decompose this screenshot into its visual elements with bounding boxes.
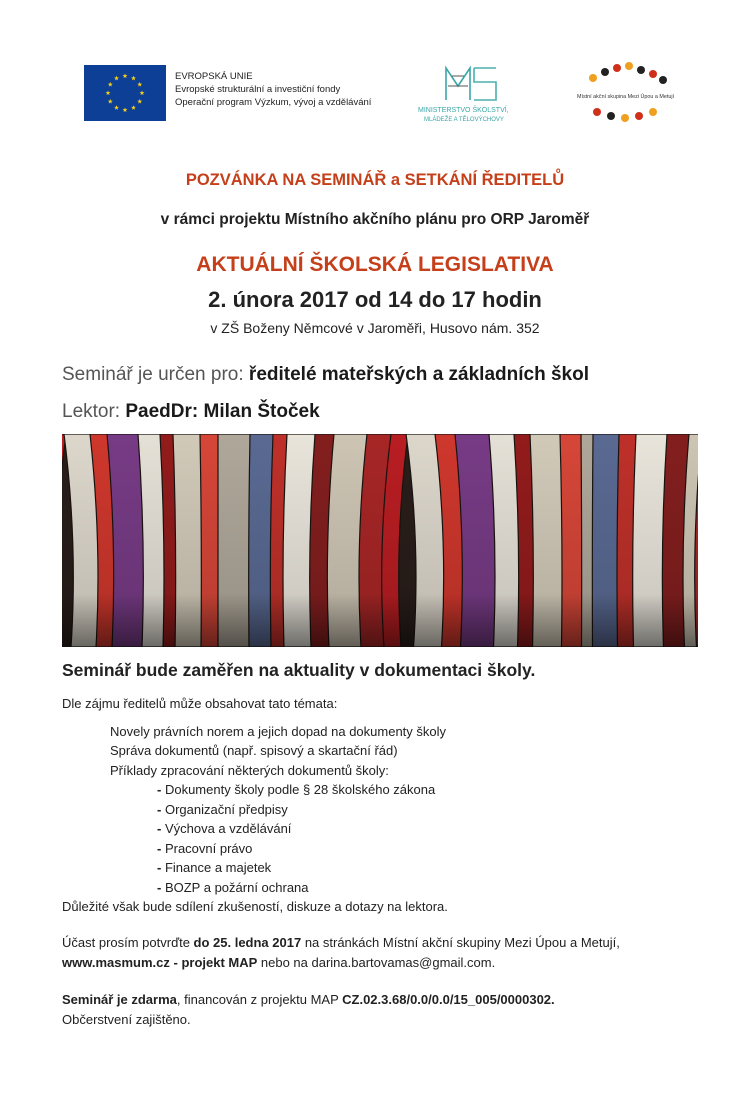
free-label: Seminář je zdarma bbox=[62, 992, 177, 1007]
logo-strip bbox=[0, 60, 750, 130]
subtopic-item bbox=[157, 802, 288, 817]
eu-star bbox=[123, 107, 128, 112]
topic-item: Příklady zpracování některých dokumentů školy: bbox=[110, 763, 389, 778]
confirmation-line-2 bbox=[62, 955, 495, 970]
subtopic-text: Dokumenty školy podle § 28 školského zákona bbox=[164, 782, 436, 797]
eu-line-3: Operační program Výzkum, vývoj a vzdělávání bbox=[175, 97, 372, 108]
subtopic-text: Organizační předpisy bbox=[164, 802, 288, 817]
subtopic-item bbox=[157, 880, 309, 895]
subtopic-text: BOZP a požární ochrana bbox=[164, 880, 309, 895]
lecturer-name: PaedDr: Milan Štoček bbox=[125, 401, 320, 422]
important-note: Důležité však bude sdílení zkušeností, diskuze a dotazy na lektora. bbox=[62, 899, 448, 914]
bullet-marker: - bbox=[157, 880, 165, 895]
project-subtitle: v rámci projektu Místního akčního plánu pro ORP Jaroměř bbox=[160, 211, 590, 228]
subtopic-text: Výchova a vzdělávání bbox=[164, 821, 292, 836]
eu-star bbox=[131, 76, 136, 81]
free-line bbox=[62, 992, 555, 1007]
subtopic-item bbox=[157, 841, 252, 856]
subtopic-item bbox=[157, 821, 291, 836]
eu-star bbox=[108, 82, 113, 87]
confirmation-deadline: do 25. ledna 2017 bbox=[193, 935, 302, 950]
eu-line-2: Evropské strukturální a investiční fondy bbox=[175, 84, 341, 95]
financed-text: , financován z projektu MAP bbox=[176, 992, 343, 1007]
eu-star bbox=[108, 99, 113, 104]
subtopic-text: Pracovní právo bbox=[164, 841, 253, 856]
confirmation-prefix: Účast prosím potvrďte bbox=[62, 935, 194, 950]
seminar-topic: AKTUÁLNÍ ŠKOLSKÁ LEGISLATIVA bbox=[196, 253, 554, 276]
website-link[interactable]: www.masmum.cz - projekt MAP bbox=[62, 955, 258, 970]
eu-line-1: EVROPSKÁ UNIE bbox=[175, 71, 253, 82]
eu-star bbox=[114, 76, 119, 81]
project-code: CZ.02.3.68/0.0/0.0/15_005/0000302. bbox=[342, 992, 555, 1007]
topic-item: Novely právních norem a jejich dopad na dokumenty školy bbox=[110, 724, 447, 739]
folders-photo bbox=[62, 434, 698, 647]
msmt-line-1: MINISTERSTVO ŠKOLSTVÍ, bbox=[418, 107, 509, 114]
bullet-marker: - bbox=[157, 782, 165, 797]
folders-image bbox=[62, 434, 698, 647]
eu-star bbox=[137, 99, 142, 104]
confirmation-line-1 bbox=[62, 935, 620, 950]
invitation-title: POZVÁNKA NA SEMINÁŘ a SETKÁNÍ ŘEDITELŮ bbox=[185, 171, 565, 189]
refreshments-line: Občerstvení zajištěno. bbox=[62, 1012, 191, 1027]
eu-star bbox=[131, 105, 136, 110]
eu-star bbox=[114, 105, 119, 110]
subtopic-item bbox=[157, 782, 435, 797]
bullet-marker: - bbox=[157, 841, 165, 856]
audience-line bbox=[62, 364, 589, 386]
audience-value: ředitelé mateřských a základních škol bbox=[248, 364, 589, 385]
topic-item: Správa dokumentů (např. spisový a skartační řád) bbox=[110, 743, 398, 758]
eu-text-block bbox=[175, 70, 371, 109]
lecturer-label: Lektor: bbox=[62, 401, 126, 422]
seminar-datetime: 2. února 2017 od 14 do 17 hodin bbox=[208, 287, 542, 312]
mas-logo bbox=[575, 60, 685, 130]
eu-star bbox=[137, 82, 142, 87]
lecturer-line bbox=[62, 401, 320, 423]
email-text: nebo na darina.bartovamas@gmail.com. bbox=[257, 955, 496, 970]
audience-label: Seminář je určen pro: bbox=[62, 364, 249, 385]
eu-flag-logo bbox=[84, 65, 166, 121]
eu-star bbox=[140, 90, 145, 95]
eu-stars-icon bbox=[84, 65, 166, 121]
bullet-marker: - bbox=[157, 821, 165, 836]
subtopic-item bbox=[157, 860, 271, 875]
bullet-marker: - bbox=[157, 802, 165, 817]
focus-heading: Seminář bude zaměřen na aktuality v dokumentaci školy. bbox=[62, 660, 536, 680]
eu-star bbox=[123, 73, 128, 78]
eu-star bbox=[106, 90, 111, 95]
bullet-marker: - bbox=[157, 860, 165, 875]
subtopic-text: Finance a majetek bbox=[164, 860, 272, 875]
mas-caption: Místní akční skupina Mezi Úpou a Metují bbox=[577, 94, 675, 100]
confirmation-middle: na stránkách Místní akční skupiny Mezi Úpou a Metují, bbox=[301, 935, 620, 950]
seminar-venue: v ZŠ Boženy Němcové v Jaroměři, Husovo nám. 352 bbox=[210, 320, 540, 336]
topics-intro: Dle zájmu ředitelů může obsahovat tato témata: bbox=[62, 696, 338, 711]
msmt-line-2: MLÁDEŽE A TĚLOVÝCHOVY bbox=[424, 117, 504, 123]
msmt-logo bbox=[418, 62, 528, 128]
